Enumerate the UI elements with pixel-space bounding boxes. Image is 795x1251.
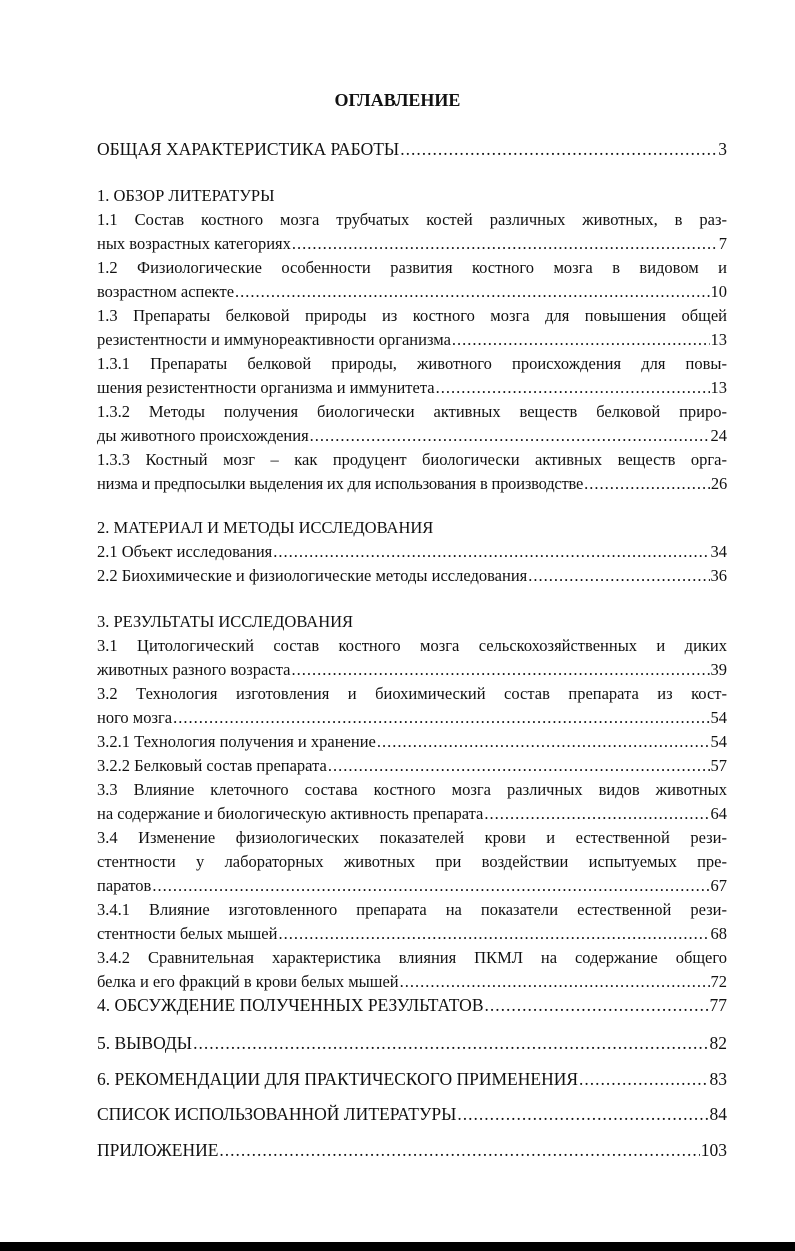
toc-page-number: 34 <box>710 542 727 561</box>
toc-entry-1-3-1-line1: 1.3.1 Препараты белковой природы, животного происхождения для повы- <box>97 354 727 373</box>
toc-entry-1-2-line1: 1.2 Физиологические особенности развития костного мозга в видовом и <box>97 258 727 277</box>
toc-entry-general <box>97 138 727 161</box>
toc-entry-appendix: ПРИЛОЖЕНИЕ ..... 103 <box>97 1139 727 1162</box>
toc-page-number: 103 <box>700 1140 727 1160</box>
toc-entry-1-3-3: низма и предпосылки выделения их для использования в производстве ..... 26 <box>97 472 727 495</box>
toc-entry-2-2: 2.2 Биохимические и физиологические методы исследования ..... 36 <box>97 564 727 587</box>
toc-page-number: 13 <box>710 378 727 397</box>
toc-page-number: 64 <box>710 804 727 823</box>
toc-entry-3-4-line1: 3.4 Изменение физиологических показателей крови и естественной рези- <box>97 828 727 847</box>
toc-page-number: 10 <box>710 282 727 301</box>
toc-entry-1-2: возрастном аспекте ..... 10 <box>97 280 727 303</box>
toc-page-number: 36 <box>710 566 727 585</box>
toc-entry-1-3: резистентности и иммунореактивности организма ..... 13 <box>97 328 727 351</box>
toc-entry-3-4-line2: стентности у лабораторных животных при воздействии испытуемых пре- <box>97 852 727 871</box>
toc-page-number: 26 <box>710 474 727 493</box>
toc-entry-3-1-line1: 3.1 Цитологический состав костного мозга сельскохозяйственных и диких <box>97 636 727 655</box>
toc-entry-5: 5. ВЫВОДЫ ..... 82 <box>97 1032 727 1055</box>
toc-page-number: 13 <box>710 330 727 349</box>
toc-entry-1-3-2-line1: 1.3.2 Методы получения биологически активных веществ белковой приро- <box>97 402 727 421</box>
toc-entry-1-3-2: ды животного происхождения ..... 24 <box>97 424 727 447</box>
page-title: ОГЛАВЛЕНИЕ <box>334 90 461 110</box>
toc-page-number: 7 <box>718 234 727 253</box>
toc-entry-1-3-line1: 1.3 Препараты белковой природы из костного мозга для повышения общей <box>97 306 727 325</box>
toc-entry-3-4: паратов ..... 67 <box>97 874 727 897</box>
toc-page-number: 82 <box>709 1033 727 1053</box>
toc-entry-3-2-1: 3.2.1 Технология получения и хранение ..... 54 <box>97 730 727 753</box>
toc-entry-3-3-line1: 3.3 Влияние клеточного состава костного мозга различных видов животных <box>97 780 727 799</box>
toc-page-number: 67 <box>710 876 727 895</box>
scan-edge-bar <box>0 1242 795 1251</box>
toc-page-number: 54 <box>710 708 727 727</box>
toc-entry-3-4-1-line1: 3.4.1 Влияние изготовленного препарата на показатели естественной рези- <box>97 900 727 919</box>
section-3-heading: 3. РЕЗУЛЬТАТЫ ИССЛЕДОВАНИЯ <box>97 612 354 631</box>
toc-page-number: 24 <box>710 426 727 445</box>
toc-page-number: 54 <box>710 732 727 751</box>
toc-entry-3-4-2: белка и его фракций в крови белых мышей ..... 72 <box>97 970 727 993</box>
toc-page-number: 72 <box>710 972 727 991</box>
toc-entry-2-1: 2.1 Объект исследования ..... 34 <box>97 540 727 563</box>
toc-entry-3-3: на содержание и биологическую активность препарата ..... 64 <box>97 802 727 825</box>
toc-entry-3-2-line1: 3.2 Технология изготовления и биохимический состав препарата из кост- <box>97 684 727 703</box>
toc-entry-3-2-2: 3.2.2 Белковый состав препарата ..... 57 <box>97 754 727 777</box>
toc-entry-4: 4. ОБСУЖДЕНИЕ ПОЛУЧЕННЫХ РЕЗУЛЬТАТОВ ..... 77 <box>97 994 727 1017</box>
toc-entry-3-4-1: стентности белых мышей ..... 68 <box>97 922 727 945</box>
toc-page-number: 77 <box>709 995 727 1015</box>
toc-page-number: 84 <box>709 1104 727 1124</box>
toc-entry-references: СПИСОК ИСПОЛЬЗОВАННОЙ ЛИТЕРАТУРЫ ..... 84 <box>97 1103 727 1126</box>
toc-entry-6: 6. РЕКОМЕНДАЦИИ ДЛЯ ПРАКТИЧЕСКОГО ПРИМЕНЕНИЯ ..... 83 <box>97 1068 727 1091</box>
toc-entry-1-1-line1: 1.1 Состав костного мозга трубчатых костей различных животных, в раз- <box>97 210 727 229</box>
toc-entry-text: ОБЩАЯ ХАРАКТЕРИСТИКА РАБОТЫ <box>97 139 400 159</box>
toc-entry-1-3-1: шения резистентности организма и иммунитета ..... 13 <box>97 376 727 399</box>
toc-entry-1-3-3-line1: 1.3.3 Костный мозг – как продуцент биологически активных веществ орга- <box>97 450 727 469</box>
toc-entry-3-4-2-line1: 3.4.2 Сравнительная характеристика влияния ПКМЛ на содержание общего <box>97 948 727 967</box>
toc-entry-1-1: ных возрастных категориях ..... 7 <box>97 232 727 255</box>
section-2-heading: 2. МАТЕРИАЛ И МЕТОДЫ ИССЛЕДОВАНИЯ <box>97 518 434 537</box>
toc-entry-3-1: животных разного возраста ..... 39 <box>97 658 727 681</box>
toc-page-number: 39 <box>710 660 727 679</box>
toc-page-number: 83 <box>709 1069 727 1089</box>
toc-page-number: 68 <box>710 924 727 943</box>
toc-page-number: 3 <box>718 139 727 159</box>
toc-page-number: 57 <box>710 756 727 775</box>
section-1-heading: 1. ОБЗОР ЛИТЕРАТУРЫ <box>97 186 275 205</box>
toc-entry-3-2: ного мозга ..... 54 <box>97 706 727 729</box>
